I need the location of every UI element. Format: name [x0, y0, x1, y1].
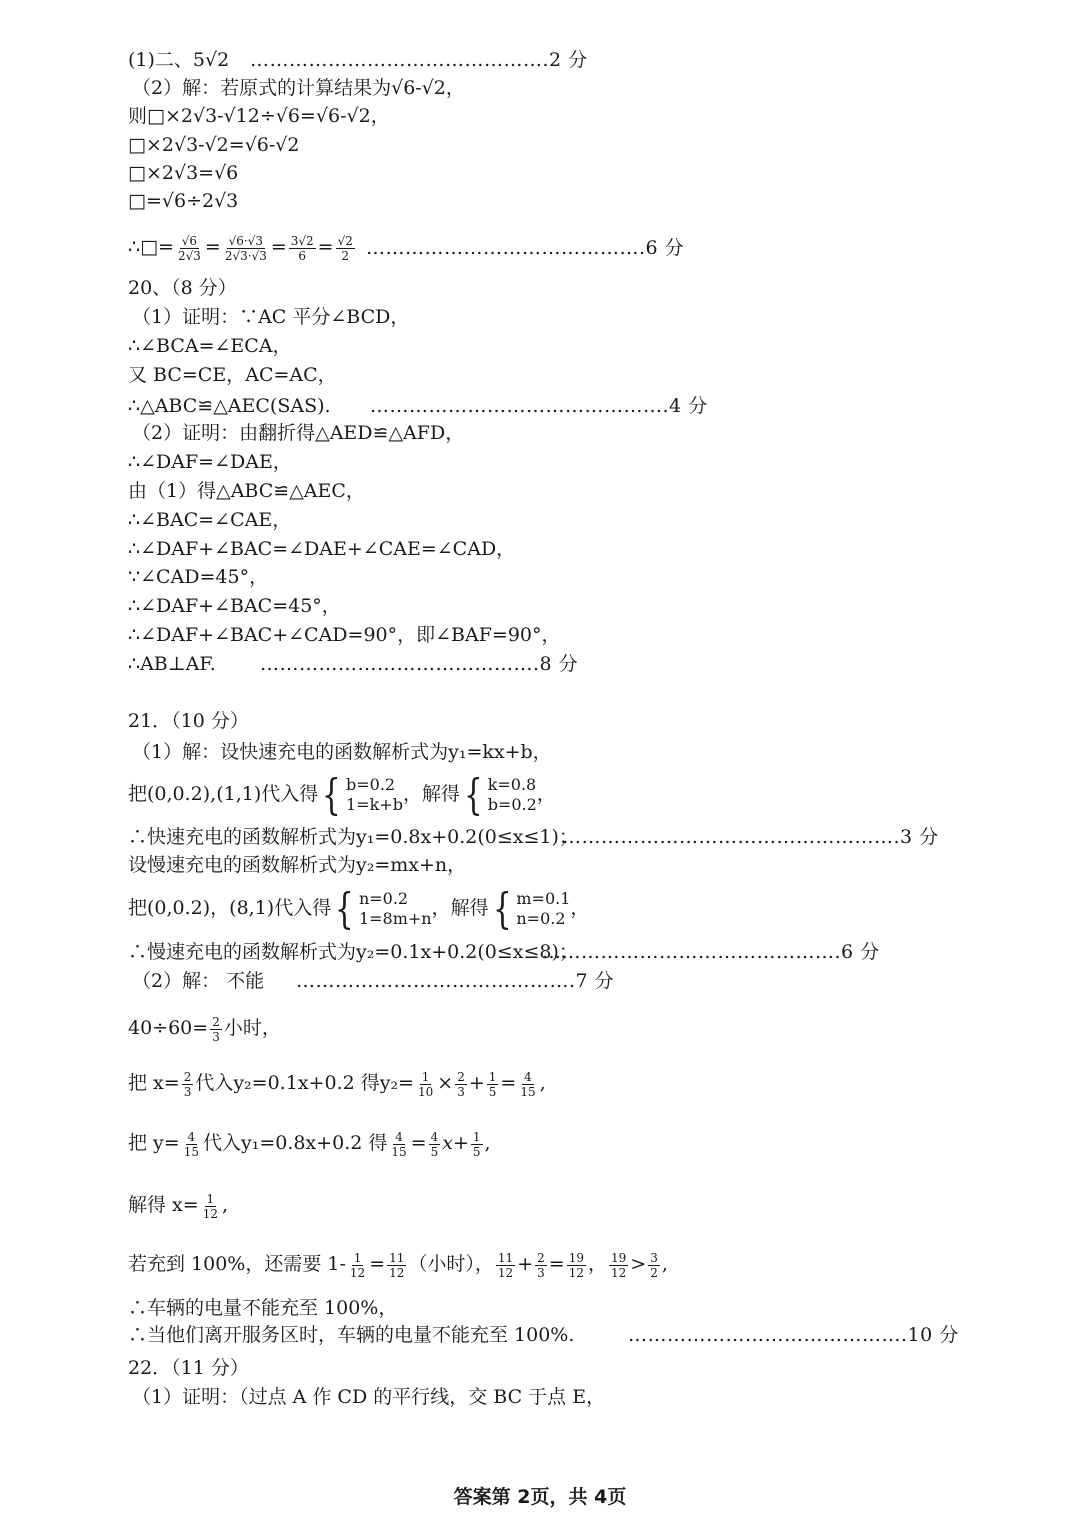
line-q20-3: 又 BC=CE，AC=AC， — [128, 364, 337, 386]
score-10: …………………………………….10 分 — [628, 1324, 959, 1346]
line-q20-7: 由（1）得△ABC≌△AEC， — [128, 480, 365, 502]
line-q21-5-prefix: 把(0,0.2)，(8,1)代入得 — [128, 897, 332, 919]
fraction: $\frac{1}{12}$ — [202, 1191, 218, 1221]
line-q19-6: □=√6÷2√3 — [128, 190, 239, 212]
line-q20-13: ∴AB⊥AF. — [128, 653, 216, 675]
line-q20-9: ∴∠DAF+∠BAC=∠DAE+∠CAE=∠CAD， — [128, 538, 516, 560]
score-6: …………………………………….6 分 — [366, 237, 685, 259]
line-q22-1: （1）证明：（过点 A 作 CD 的平行线，交 BC 于点 E， — [132, 1386, 606, 1408]
equation-row: b=0.2 — [487, 795, 537, 814]
line-q21-12-mid: （小时）， — [408, 1253, 494, 1275]
line-q21-8 — [128, 1008, 281, 1048]
line-q21-10-mid: 代入y₁=0.8x+0.2 得 — [202, 1132, 388, 1154]
line-q21-2 — [128, 770, 556, 819]
line-q21-12: 若充到 100%，还需要 1- $\frac{1}{12}$ = $\frac{11}{12}$ （小时）， $\frac{11}{12}$ + $\frac{2}{3}$ = $\frac{19}{12}$ ， $\frac{19}{12}$ > $\frac{3}{2}$ , — [128, 1250, 668, 1280]
score-8: …………………………………….8 分 — [260, 653, 579, 675]
equation-system: { b=0.2 1=k+b — [322, 770, 403, 819]
equation-row: 1=k+b — [346, 795, 403, 814]
line-q21-5-mid: ，解得 — [431, 897, 489, 919]
equation-row: k=0.8 — [487, 775, 537, 794]
equation-row: b=0.2 — [346, 775, 396, 794]
fraction: $\frac{1}{12}$ — [349, 1250, 366, 1280]
score-2: ……………………………………….2 分 — [250, 49, 588, 71]
line-q21-7: （2）解： 不能 — [132, 970, 265, 992]
question-20-title: 20、（8 分） — [128, 277, 237, 299]
line-q21-12-prefix: 若充到 100%，还需要 1- — [128, 1253, 346, 1275]
line-q20-1: （1）证明：∵AC 平分∠BCD， — [132, 306, 410, 328]
fraction: $\frac{11}{12}$ — [497, 1250, 514, 1280]
line-q21-5-end: ， — [570, 897, 590, 919]
line-q21-9-mid: 代入y₂=0.1x+0.2 得y₂= — [195, 1072, 414, 1094]
line-q21-8-suffix: 小时， — [223, 1017, 281, 1039]
line-q21-10-prefix: 把 y= — [128, 1132, 180, 1154]
line-q21-3: ∴快速充电的函数解析式为y₁=0.8x+0.2(0≤x≤1)； — [128, 826, 578, 848]
line-q21-2-prefix: 把(0,0.2),(1,1)代入得 — [128, 783, 319, 805]
score-3: …………………………………………….3 分 — [562, 826, 939, 848]
line-q21-9-prefix: 把 x= — [128, 1072, 180, 1094]
line-q21-14: ∴当他们离开服务区时，车辆的电量不能充至 100%. — [128, 1324, 575, 1346]
line-q21-10: 把 y= $\frac{4}{15}$ 代入y₁=0.8x+0.2 得 $\frac{4}{15}$ = $\frac{4}{5}$ x+ $\frac{1}{5}$ , — [128, 1129, 491, 1159]
line-q21-5 — [128, 884, 590, 933]
fraction: $\frac{1}{5}$ — [472, 1129, 481, 1159]
fraction: $\frac{19}{12}$ — [610, 1250, 627, 1280]
fraction: $\frac{2}{3}$ — [212, 1014, 220, 1044]
fraction: $\frac{2}{3}$ — [537, 1250, 545, 1280]
line-q21-2-end: ， — [536, 783, 556, 805]
line-q20-11: ∴∠DAF+∠BAC=45°， — [128, 595, 341, 617]
score-4: ……………………………………….4 分 — [370, 395, 708, 417]
line-q20-4: ∴△ABC≌△AEC(SAS). — [128, 395, 331, 417]
line-q21-11: 解得 x= $\frac{1}{12}$ , — [128, 1191, 229, 1221]
fraction: $\frac{11}{12}$ — [389, 1250, 405, 1280]
fraction: $\frac{1}{5}$ — [488, 1069, 497, 1099]
equation-row: 1=8m+n — [358, 909, 432, 928]
fraction: $\frac{√6}{2√3}$ — [177, 233, 201, 263]
fraction: $\frac{19}{12}$ — [568, 1250, 584, 1280]
fraction: $\frac{√2}{2}$ — [337, 233, 353, 263]
line-q20-10: ∵∠CAD=45°， — [128, 566, 269, 588]
fraction: $\frac{√6\cdot√3}{2√3\cdot√3}$ — [224, 233, 267, 263]
line-q20-2: ∴∠BCA=∠ECA， — [128, 335, 292, 357]
equation-row: n=0.2 — [358, 889, 409, 908]
equation-system: { n=0.2 1=8m+n — [335, 884, 432, 933]
equation-row: n=0.2 — [516, 909, 566, 928]
fraction: $\frac{4}{15}$ — [520, 1069, 536, 1099]
line-q21-11-prefix: 解得 x= — [128, 1194, 199, 1216]
equation-system: { m=0.1 n=0.2 — [492, 884, 571, 933]
score-7: …………………………………….7 分 — [296, 970, 615, 992]
fraction: $\frac{4}{15}$ — [183, 1129, 199, 1159]
equation-row: m=0.1 — [516, 889, 571, 908]
fraction: $\frac{4}{15}$ — [391, 1129, 407, 1159]
line-q19-4: □×2√3-√2=√6-√2 — [128, 134, 300, 156]
line-q20-6: ∴∠DAF=∠DAE， — [128, 451, 292, 473]
question-21-title: 21．（10 分） — [128, 710, 249, 732]
line-q19-1: (1)二、5√2 — [128, 49, 230, 71]
question-22-title: 22．（11 分） — [128, 1357, 249, 1379]
fraction: $\frac{3}{2}$ — [650, 1250, 658, 1280]
line-q20-8: ∴∠BAC=∠CAE， — [128, 509, 292, 531]
line-q19-5: □×2√3=√6 — [128, 162, 239, 184]
fraction: $\frac{3√2}{6}$ — [290, 233, 314, 263]
line-q19-7-prefix: ∴□= — [128, 236, 174, 258]
line-q21-8-prefix: 40÷60= — [128, 1017, 209, 1039]
line-q19-7: ∴□= $\frac{√6}{2√3}$ = $\frac{√6\cdot√3}{2√3\cdot√3}$ = $\frac{3√2}{6}$ = $\frac{√2}{2}$ — [128, 233, 353, 263]
page-footer: 答案第 2页，共 4页 — [453, 1486, 627, 1508]
line-q20-12: ∴∠DAF+∠BAC+∠CAD=90°，即∠BAF=90°， — [128, 624, 561, 646]
line-q21-9: 把 x= $\frac{2}{3}$ 代入y₂=0.1x+0.2 得y₂= $\frac{1}{10}$ × $\frac{2}{3}$ + $\frac{1}{5}$ = $\frac{4}{15}$ , — [128, 1069, 546, 1099]
line-q20-5: （2）证明：由翻折得△AED≌△AFD， — [132, 422, 465, 444]
line-q21-4: 设慢速充电的函数解析式为y₂=mx+n， — [128, 854, 467, 876]
line-q21-2-mid: ，解得 — [402, 783, 460, 805]
line-q21-13: ∴车辆的电量不能充至 100%， — [128, 1297, 398, 1319]
fraction: $\frac{2}{3}$ — [183, 1069, 192, 1099]
line-q21-1: （1）解：设快速充电的函数解析式为y₁=kx+b， — [132, 741, 552, 763]
fraction: $\frac{2}{3}$ — [457, 1069, 465, 1099]
score-6b: ……………………………………….6 分 — [542, 941, 880, 963]
line-q19-2: （2）解：若原式的计算结果为√6-√2， — [132, 77, 465, 99]
equation-system: { k=0.8 b=0.2 — [463, 770, 537, 819]
fraction: $\frac{4}{5}$ — [430, 1129, 439, 1159]
fraction: $\frac{1}{10}$ — [417, 1069, 434, 1099]
line-q19-3: 则□×2√3-√12÷√6=√6-√2， — [128, 105, 390, 127]
line-q21-6: ∴慢速充电的函数解析式为y₂=0.1x+0.2(0≤x≤8)； — [128, 941, 578, 963]
